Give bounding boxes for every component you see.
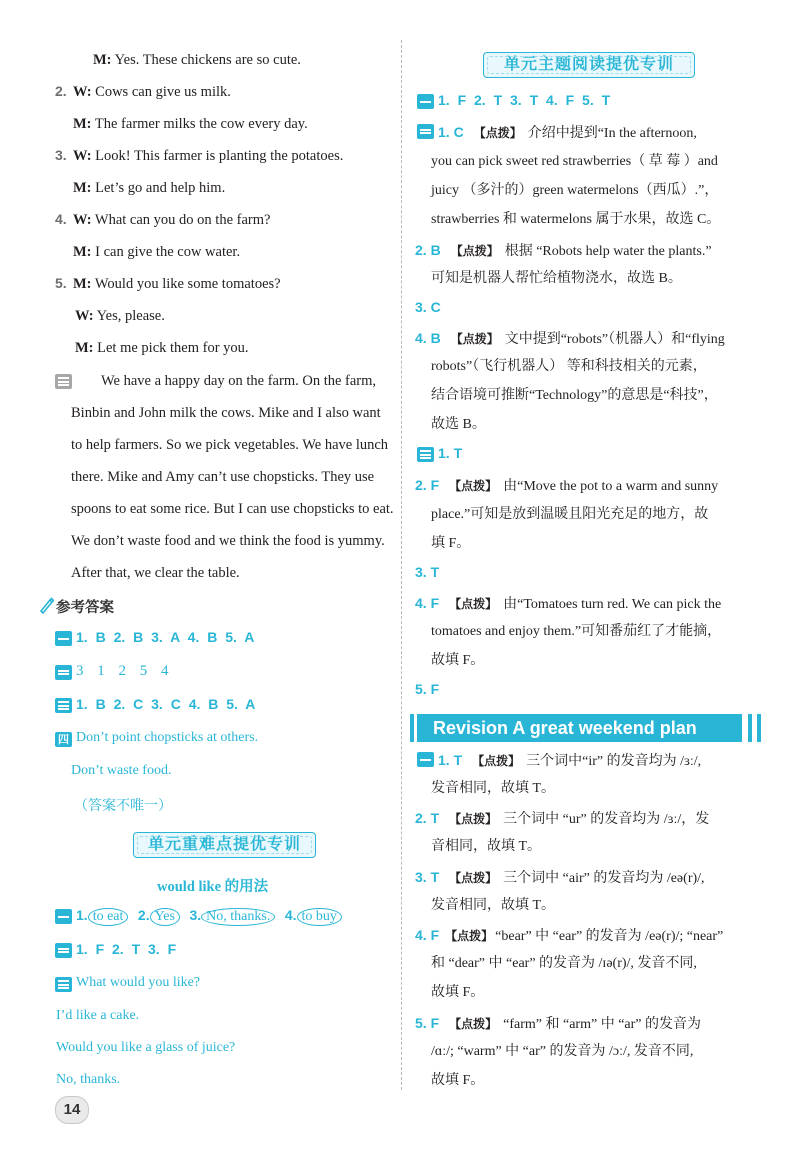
section-banner-difficulties: 单元重难点提优专训 [133, 832, 316, 858]
explanation-line: 2. F 【点拨】 由“Move the pot to a warm and sunny [415, 477, 719, 494]
section-three-icon [55, 698, 72, 713]
question-number: 4. [55, 211, 67, 227]
explanation-line: 4. B 【点拨】 文中提到“robots”（机器人）和“flying [415, 330, 725, 347]
pencil-icon [38, 596, 54, 614]
explanation-line: 发音相同，故填 T。 [431, 781, 556, 796]
revision-stripe [410, 714, 414, 742]
explanation-line: 故填 F。 [431, 653, 485, 668]
answer-line: Don’t point chopsticks at others. [76, 730, 259, 745]
dialogue-line: M: Would you like some tomatoes? [73, 276, 281, 292]
section-one-icon [417, 752, 434, 767]
explanation-line: you can pick sweet red strawberries（ 草 莓 ）and [431, 154, 718, 169]
dialogue-line: W: Cows can give us milk. [73, 84, 231, 100]
page-number: 14 [55, 1096, 89, 1124]
section-three-icon [55, 977, 72, 992]
explanation-line: tomatoes and enjoy them.”可知番茄红了才能摘， [431, 624, 722, 639]
explanation-line: 3. T 【点拨】 三个词中 “air” 的发音均为 /eə(r)/, [415, 869, 705, 886]
section-three-icon [417, 447, 434, 462]
dialogue-line: M: Let me pick them for you. [75, 340, 249, 356]
dialogue-line: W: What can you do on the farm? [73, 212, 271, 228]
dialogue-line: M: Yes. These chickens are so cute. [93, 52, 301, 68]
topic-subtitle: would like 的用法 [157, 879, 269, 895]
dialogue-line: W: Yes, please. [75, 308, 165, 324]
explanation-line: 5. F 【点拨】 “farm” 和 “arm” 中 “ar” 的发音为 [415, 1015, 701, 1032]
section-two-icon [417, 124, 434, 139]
reference-answers-title: 参考答案 [56, 600, 114, 616]
answer-line: Would you like a glass of juice? [56, 1040, 236, 1055]
paragraph-line: After that, we clear the table. [71, 565, 240, 581]
question-number: 5. [55, 275, 67, 291]
paragraph-line: Binbin and John milk the cows. Mike and I also want [71, 405, 381, 421]
section-two-icon [55, 665, 72, 680]
answer-number: 5. F [415, 681, 440, 697]
section-four-icon: 四 [55, 732, 72, 747]
explanation-line: place.”可知是放到温暖且阳光充足的地方，故 [431, 507, 709, 522]
answer-line: No, thanks. [56, 1072, 121, 1087]
explanation-line: 1. C 【点拨】 介绍中提到“In the afternoon, [438, 124, 697, 141]
answer-number: 3. T [415, 564, 440, 580]
revision-title-bar: Revision A great weekend plan [417, 714, 742, 742]
paragraph-line: spoons to eat some rice. But I can use chopsticks to eat. [71, 501, 394, 517]
column-divider [401, 40, 402, 1090]
answers-would-like-one: 1. to eat 2. Yes 3. No, thanks. 4. to buy [76, 907, 342, 926]
explanation-line: 1. T 【点拨】 三个词中“ir” 的发音均为 /ɜː/, [438, 752, 702, 769]
section-one-icon [55, 909, 72, 924]
section-banner-reading: 单元主题阅读提优专训 [483, 52, 695, 78]
explanation-line: 填 F。 [431, 536, 471, 551]
dialogue-line: M: Let’s go and help him. [73, 180, 226, 196]
answers-part-one: 1. B 2. B 3. A 4. B 5. A [76, 629, 255, 645]
paragraph-line: to help farmers. So we pick vegetables. We have lunch [71, 437, 389, 453]
answers-reading-one: 1. F 2. T 3. T 4. F 5. T [438, 92, 611, 108]
section-two-icon [55, 943, 72, 958]
explanation-line: 4. F 【点拨】 由“Tomatoes turn red. We can pick the [415, 595, 722, 612]
revision-stripe [757, 714, 761, 742]
explanation-line: 发音相同，故填 T。 [431, 898, 556, 913]
explanation-line: robots”（飞行机器人） 等和科技相关的元素， [431, 359, 707, 374]
explanation-line: /ɑː/; “warm” 中 “ar” 的发音为 /ɔː/, 发音不同, [431, 1044, 694, 1059]
explanation-line: juicy （多汁的）green watermelons（西瓜）.”， [431, 183, 719, 198]
explanation-line: 故填 F。 [431, 985, 485, 1000]
answer-line: I’d like a cake. [56, 1008, 140, 1023]
answer-number: 1. T [438, 445, 463, 461]
explanation-line: 可知是机器人帮忙给植物浇水，故选 B。 [431, 271, 682, 286]
paragraph-line: We have a happy day on the farm. On the farm, [101, 373, 377, 389]
answers-part-two: 3 1 2 5 4 [76, 663, 169, 679]
revision-stripe [748, 714, 752, 742]
question-number: 3. [55, 147, 67, 163]
explanation-line: 2. T 【点拨】 三个词中 “ur” 的发音均为 /ɜː/，发 [415, 810, 710, 827]
answer-line: Don’t waste food. [71, 763, 172, 778]
section-three-icon [55, 374, 72, 389]
answers-part-three: 1. B 2. C 3. C 4. B 5. A [76, 696, 256, 712]
dialogue-line: W: Look! This farmer is planting the potatoes. [73, 148, 344, 164]
paragraph-line: We don’t waste food and we think the food is yummy. [71, 533, 385, 549]
explanation-line: 音相同，故填 T。 [431, 839, 542, 854]
answers-would-like-two: 1. F 2. T 3. F [76, 941, 177, 957]
explanation-line: 故选 B。 [431, 417, 486, 432]
explanation-line: 2. B 【点拨】 根据 “Robots help water the plants.” [415, 242, 712, 259]
explanation-line: 结合语境可推断“Technology”的意思是“科技”， [431, 388, 718, 403]
explanation-line: 故填 F。 [431, 1073, 485, 1088]
section-one-icon [55, 631, 72, 646]
explanation-line: 和 “dear” 中 “ear” 的发音为 /ɪə(r)/, 发音不同, [431, 956, 697, 971]
section-one-icon [417, 94, 434, 109]
answer-number: 3. C [415, 299, 441, 315]
paragraph-line: there. Mike and Amy can’t use chopsticks. They use [71, 469, 375, 485]
answer-line: （答案不唯一） [74, 799, 172, 814]
explanation-line: strawberries 和 watermelons 属于水果，故选 C。 [431, 212, 721, 227]
explanation-line: 4. F 【点拨】 “bear” 中 “ear” 的发音为 /eə(r)/; “near” [415, 927, 724, 944]
question-number: 2. [55, 83, 67, 99]
dialogue-line: M: The farmer milks the cow every day. [73, 116, 308, 132]
answer-line: What would you like? [76, 975, 201, 990]
dialogue-line: M: I can give the cow water. [73, 244, 241, 260]
